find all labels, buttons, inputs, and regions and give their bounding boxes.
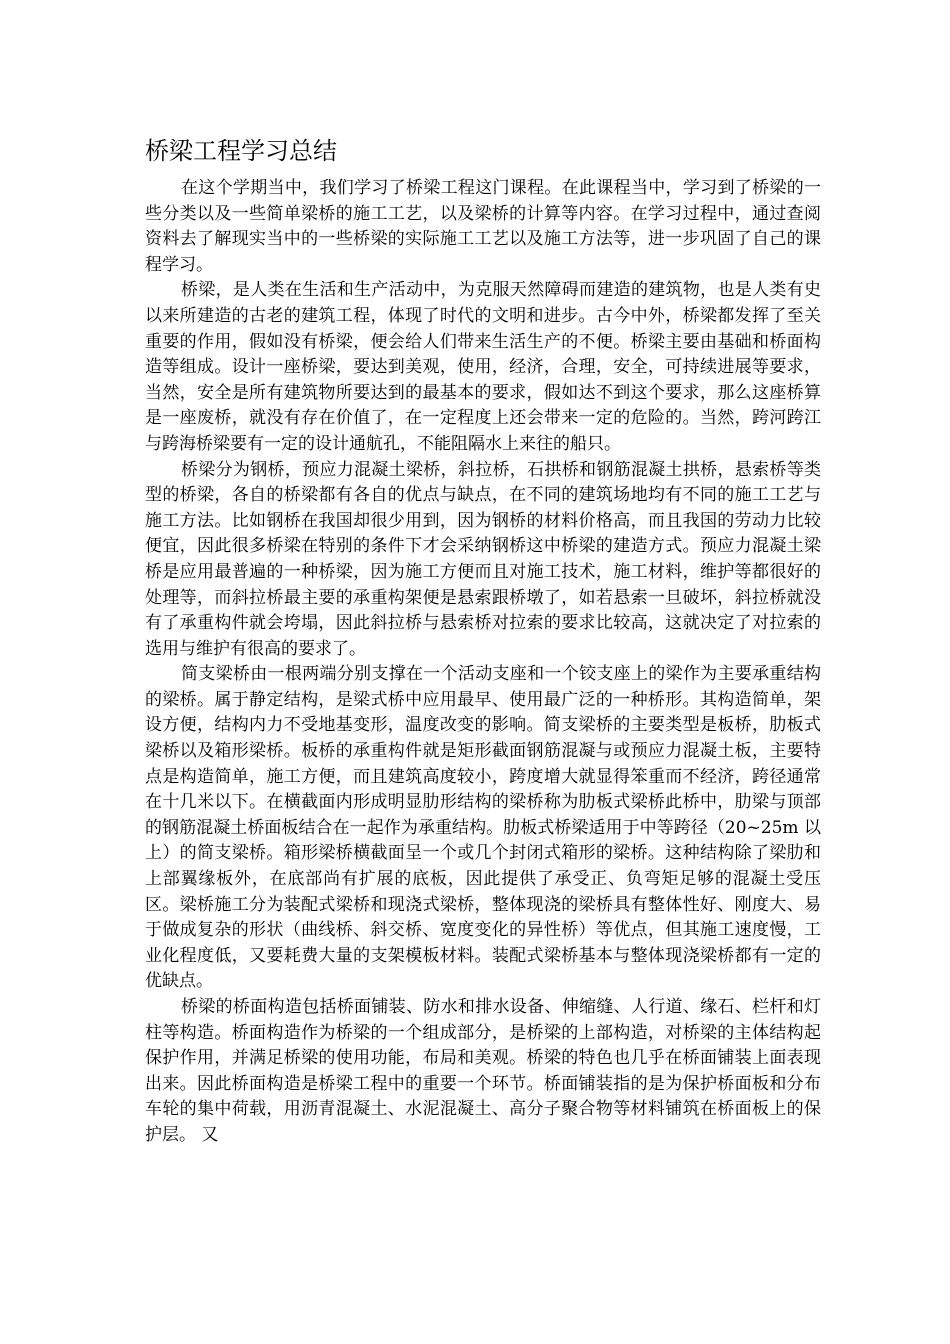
document-page: [145, 134, 821, 1149]
paragraph-intro: 在这个学期当中，我们学习了桥梁工程这门课程。在此课程当中，学习到了桥梁的一些分类以及一些简单梁桥的施工工艺，以及梁桥的计算等内容。在学习过程中，通过查阅资料去了解现实当中的一些桥梁的实际施工工艺以及施工方法等，进一步巩固了自己的课程学习。: [145, 178, 821, 275]
paragraph-bridge-definition: 桥梁，是人类在生活和生产活动中，为克服天然障碍而建造的建筑物，也是人类有史以来所建造的古老的建筑工程，体现了时代的文明和进步。古今中外，桥梁都发挥了至关重要的作用，假如没有桥梁，便会给人们带来生活生产的不便。桥梁主要由基础和桥面构造等组成。设计一座桥梁，要达到美观，使用，经济，合理，安全，可持续进展等要求，当然，安全是所有建筑物所要达到的最基本的要求，假如达不到这个要求，那么这座桥算是一座废桥，就没有存在价值了，在一定程度上还会带来一定的危险的。当然，跨河跨江与跨海桥梁要有一定的设计通航孔，不能阻隔水上来往的船只。: [145, 280, 821, 454]
paragraph-bridge-types: 桥梁分为钢桥，预应力混凝土梁桥，斜拉桥，石拱桥和钢筋混凝土拱桥，悬索桥等类型的桥梁，各自的桥梁都有各自的优点与缺点，在不同的建筑场地均有不同的施工工艺与施工方法。比如钢桥在我国却很少用到，因为钢桥的材料价格高，而且我国的劳动力比较便宜，因此很多桥梁在特别的条件下才会采纳钢桥这中桥梁的建造方式。预应力混凝土梁桥是应用最普遍的一种桥梁，因为施工方便而且对施工技术，施工材料，维护等都很好的处理等，而斜拉桥最主要的承重构架便是悬索跟桥墩了，如若悬索一旦破坏，斜拉桥就没有了承重构件就会垮塌，因此斜拉桥与悬索桥对拉索的要求比较高，这就决定了对拉索的选用与维护有很高的要求了。: [145, 459, 821, 659]
document-title: 桥梁工程学习总结: [145, 137, 337, 165]
paragraph-simply-supported-beam: 简支梁桥由一根两端分别支撑在一个活动支座和一个铰支座上的梁作为主要承重结构的梁桥。属于静定结构，是梁式桥中应用最早、使用最广泛的一种桥形。其构造简单，架设方便，结构内力不受地基变形，温度改变的影响。简支梁桥的主要类型是板桥，肋板式梁桥以及箱形梁桥。板桥的承重构件就是矩形截面钢筋混凝与或预应力混凝土板，主要特点是构造简单，施工方便，而且建筑高度较小，跨度增大就显得笨重而不经济，跨径通常在十几米以下。在横截面内形成明显肋形结构的梁桥称为肋板式梁桥此桥中，肋梁与顶部的钢筋混凝土桥面板结合在一起作为承重结构。肋板式桥梁适用于中等跨径（20~25m 以上）的简支梁桥。箱形梁桥横截面呈一个或几个封闭式箱形的梁桥。这种结构除了梁肋和上部翼缘板外，在底部尚有扩展的底板，因此提供了承受正、负弯矩足够的混凝土受压区。梁桥施工分为装配式梁桥和现浇式梁桥，整体现浇的梁桥具有整体性好、刚度大、易于做成复杂的形状（曲线桥、斜交桥、宽度变化的异性桥）等优点，但其施工速度慢，工业化程度低，又要耗费大量的支架模板材料。装配式梁桥基本与整体现浇梁桥都有一定的优缺点。: [145, 664, 821, 992]
paragraph-deck-structure: 桥梁的桥面构造包括桥面铺装、防水和排水设备、伸缩缝、人行道、缘石、栏杆和灯柱等构造。桥面构造作为桥梁的一个组成部分，是桥梁的上部构造，对桥梁的主体结构起保护作用，并满足桥梁的使用功能，布局和美观。桥梁的特色也几乎在桥面铺装上面表现出来。因此桥面构造是桥梁工程中的重要一个环节。桥面铺装指的是为保护桥面板和分布车轮的集中荷载，用沥青混凝土、水泥混凝土、高分子聚合物等材料铺筑在桥面板上的保护层。 又: [145, 997, 821, 1145]
